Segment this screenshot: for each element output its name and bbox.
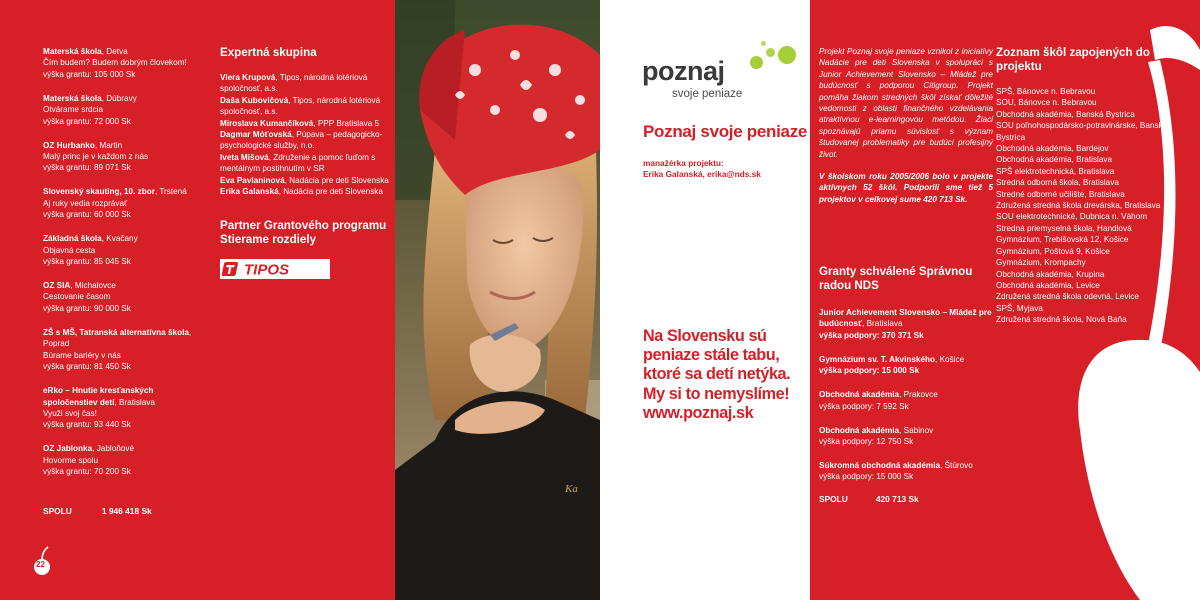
school-item: SOU poľnohospodársko-potravinárske, Banská Bystrica (996, 121, 1168, 142)
expert-member (220, 186, 390, 197)
nds-grant-amount: výška podpory: 370 371 Sk (819, 330, 924, 340)
nds-total-value: 420 713 Sk (875, 494, 919, 504)
school-item: SOU elektrotechnické, Dubnica n. Váhom (996, 212, 1148, 222)
nds-grant-name: Obchodná akadémia (819, 390, 900, 400)
nds-grant-place: , Sabinov (899, 425, 934, 435)
grant-project: Búrame bariéry v nás (43, 350, 121, 360)
expert-affiliation: , Združenie a pomoc ľuďom s mentálnym postihnutím v SR (220, 152, 376, 174)
nds-grant-place: , Bratislava (862, 319, 903, 329)
grant-org (43, 385, 203, 408)
school-item: Združená stredná škola odevná, Levice (996, 292, 1139, 302)
expert-affiliation: , PPP Bratislava 5 (313, 118, 380, 128)
logo-dot (761, 41, 766, 46)
nds-grant-place: , Štúrovo (940, 461, 973, 471)
page-number-left: 22 (36, 560, 45, 569)
expert-name: Iveta Mišová (220, 152, 269, 162)
grant-org-place: , Martin (94, 140, 123, 150)
expert-affiliation: , Tipos, národná lotériová spoločnosť, a.s. (220, 73, 368, 94)
school-item: Obchodná akadémia, Krupina (996, 269, 1105, 279)
expert-member (220, 129, 390, 152)
slogan: Na Slovensku sú peniaze stále tabu, ktoré sa detí netýka. My si to nemyslíme! www.poznaj.sk (643, 327, 791, 422)
grant-amount: výška grantu: 105 000 Sk (43, 69, 136, 79)
grant-org-place: , Poprad (43, 327, 192, 349)
photo-panel (395, 0, 600, 600)
expert-group (220, 46, 390, 279)
right-page (810, 0, 1200, 600)
school-list (996, 46, 1191, 326)
poznaj-logo (640, 40, 800, 110)
grant-project: Otvárame srdcia (43, 105, 104, 115)
grant-project: Aj ruky vedia rozprávať (43, 198, 128, 208)
svg-text:Ka: Ka (565, 483, 578, 495)
grant-org-place: , Kvačany (101, 234, 138, 244)
grant-org (43, 443, 203, 454)
grant-org-place: , Jabloňové (92, 444, 135, 454)
grant-org-place: , Trstená (154, 187, 187, 197)
grant-amount: výška grantu: 89 071 Sk (43, 163, 131, 173)
grant-amount: výška grantu: 90 000 Sk (43, 303, 131, 313)
school-item: Stredná priemyselná škola, Handlová (996, 223, 1132, 233)
expert-affiliation: , Nadácia pre deti Slovenska (278, 187, 383, 197)
nds-grant-name: Súkromná obchodná akadémia (819, 461, 941, 471)
grant-amount: výška grantu: 93 440 Sk (43, 420, 131, 430)
school-item: Obchodná akadémia, Levice (996, 280, 1100, 290)
grant-item (43, 327, 203, 373)
school-item: Združená stredná škola drevárska, Bratislava (996, 201, 1161, 211)
grant-project: Objavná cesta (43, 245, 96, 255)
center-column (600, 0, 810, 600)
grant-org-name: OZ Hurbanko (43, 140, 95, 150)
grant-project: Čím budem? Budem dobrým človekom! (43, 58, 187, 68)
logo-word: poznaj (642, 56, 725, 86)
school-item: Gymnázium, Krompachy (996, 258, 1086, 268)
grant-item (43, 93, 203, 127)
expert-name: Dagmar Móťovská (220, 130, 292, 140)
school-item: SPŠ, Bánovce n. Bebravou (996, 87, 1096, 96)
expert-name: Daša Kubovičová (220, 95, 289, 105)
nds-grant-amount: výška podpory: 15 000 Sk (819, 366, 920, 376)
nds-title: Granty schválené Správnou radou NDS (819, 265, 973, 292)
nds-grant-name: Gymnázium sv. T. Akvinského (819, 354, 936, 364)
grant-amount: výška grantu: 60 000 Sk (43, 210, 131, 220)
grant-project: Malý princ je v každom z nás (43, 152, 149, 162)
expert-member (220, 118, 390, 129)
logo-dot (778, 46, 796, 64)
nds-grant-amount: výška podpory: 12 750 Sk (819, 437, 914, 447)
expert-list (220, 72, 390, 197)
expert-name: Miroslava Kumančíková (220, 118, 314, 128)
manager-label: manažérka projektu: (643, 158, 724, 168)
grant-org (43, 233, 203, 244)
grant-item (43, 186, 203, 220)
nds-grant-name: Obchodná akadémia (819, 425, 900, 435)
grant-org-name: Slovenský skauting, 10. zbor (43, 187, 155, 197)
school-item: Obchodná akadémia, Banská Bystrica (996, 109, 1135, 119)
grant-org-name: ZŠ s MŠ, Tatranská alternatívna škola (43, 327, 189, 337)
tipos-logo-text: TIPOS (244, 261, 290, 279)
grant-org-name: Materská škola (43, 93, 102, 103)
nds-grant-place: , Košice (935, 354, 965, 364)
grant-org-name: Základná škola (43, 234, 102, 244)
nds-grant-amount: výška podpory: 15 000 Sk (819, 472, 914, 482)
grant-amount: výška grantu: 81 450 Sk (43, 362, 131, 372)
partner-title: Partner Grantového programu Stierame rozdiely (220, 219, 387, 247)
grant-amount: výška grantu: 85 045 Sk (43, 257, 131, 267)
expert-member (220, 95, 390, 118)
logo-subtitle: svoje peniaze (672, 88, 743, 100)
nds-grant-amount: výška podpory: 7 592 Sk (819, 401, 909, 411)
grant-item (43, 46, 203, 80)
grant-org (43, 280, 203, 291)
grant-amount: výška grantu: 72 000 Sk (43, 116, 131, 126)
grant-org-place: , Bratislava (114, 397, 155, 407)
school-item: SOU, Bánovce n. Bebravou (996, 98, 1097, 108)
nds-grant-name: Junior Achievement Slovensko – Mládež pre budúcnosť (819, 308, 992, 329)
expert-affiliation: , Tipos, národná lotériová spoločnosť, a.s. (220, 95, 381, 117)
project-title: Poznaj svoje peniaze (643, 122, 808, 141)
school-item: Združená stredná škola, Nová Baňa (996, 315, 1127, 325)
grant-org (43, 327, 203, 350)
school-item: Stredná odborná škola, Bratislava (996, 178, 1119, 188)
grant-total-label: SPOLU (43, 506, 72, 516)
grant-org (43, 186, 203, 197)
grant-project: Využi svoj čas! (43, 408, 97, 418)
grant-org-place: , Detva (101, 47, 128, 56)
intro-text: Projekt Poznaj svoje peniaze vznikol z iniciatívy Nadácie pre deti Slovenska v spolupráci s Junior Achievement Slovensko – Mládež pre budúcnosť s podporou Citigroup. Projekt pomáha žiakom stredných škôl získať dôležité vedomosti z oblasti finančného vzdelávania atraktívnou e-learningovou metódou. Žiaci spoznávajú priamu súvislosť s význam študovanej problematiky pre budúci profesijný život. (819, 47, 993, 159)
expert-affiliation: , Nadácia pre deti Slovenska (284, 175, 389, 185)
grant-org-name: OZ SIA (43, 281, 71, 291)
grant-item (43, 280, 203, 314)
grant-org (43, 93, 203, 104)
expert-member (220, 152, 390, 175)
grant-item (43, 385, 203, 431)
grant-item (43, 140, 203, 174)
grant-amount: výška grantu: 70 200 Sk (43, 467, 131, 477)
tipos-logo (220, 259, 330, 279)
grant-item (43, 443, 203, 477)
left-page (0, 0, 395, 600)
grant-item (43, 233, 203, 267)
expert-member (220, 175, 390, 186)
school-items (996, 86, 1191, 326)
intro-summary: V školskom roku 2005/2006 bolo v projekte aktívnych 52 škôl. Podporili sme tiež 5 projektov v celkovej sume 420 713 Sk. (819, 172, 993, 204)
nds-total-label: SPOLU (819, 494, 848, 504)
school-item: SPŠ, Myjava (996, 303, 1043, 313)
grant-org-name: eRko – Hnutie kresťanských spoločenstiev detí (43, 386, 154, 407)
logo-dot (766, 48, 775, 57)
grant-org-name: OZ Jablonka (43, 444, 93, 454)
grant-org-name: Materská škola (43, 47, 102, 56)
girl-photo (395, 0, 600, 600)
school-item: Obchodná akadémia, Bardejov (996, 144, 1109, 154)
expert-name: Eva Pavlaninová (220, 175, 285, 185)
school-item: SPŠ elektrotechnická, Bratislava (996, 166, 1115, 176)
grant-list (43, 46, 203, 490)
expert-member (220, 72, 390, 95)
grant-org-place: , Dúbravy (101, 93, 137, 103)
school-item: Obchodná akadémia, Bratislava (996, 155, 1113, 165)
school-item: Gymnázium, Trebišovská 12, Košice (996, 235, 1129, 245)
school-item: Stredné odborné učilište, Bratislava (996, 189, 1125, 199)
expert-name: Erika Galanská (220, 187, 279, 197)
grant-org (43, 46, 203, 57)
school-item: Gymnázium, Poštová 9, Košice (996, 246, 1110, 256)
manager-name: Erika Galanská, erika@nds.sk (643, 169, 761, 179)
grant-project: Cestovanie časom (43, 292, 111, 302)
grant-total (43, 506, 152, 516)
grant-org (43, 140, 203, 151)
grant-total-value: 1 946 418 Sk (101, 506, 152, 516)
nds-grant-place: , Prakovce (899, 390, 938, 400)
grant-project: Hovorme spolu (43, 455, 99, 465)
expert-title: Expertná skupina (220, 46, 317, 59)
schools-title: Zoznam škôl zapojených do projektu (996, 46, 1150, 73)
logo-dot (750, 56, 763, 69)
expert-name: Viera Krupová (220, 73, 276, 82)
grant-org-place: , Michalovce (70, 281, 116, 291)
expert-affiliation: , Púpava – pedagogicko-psychologické služby, n.o. (220, 130, 383, 151)
